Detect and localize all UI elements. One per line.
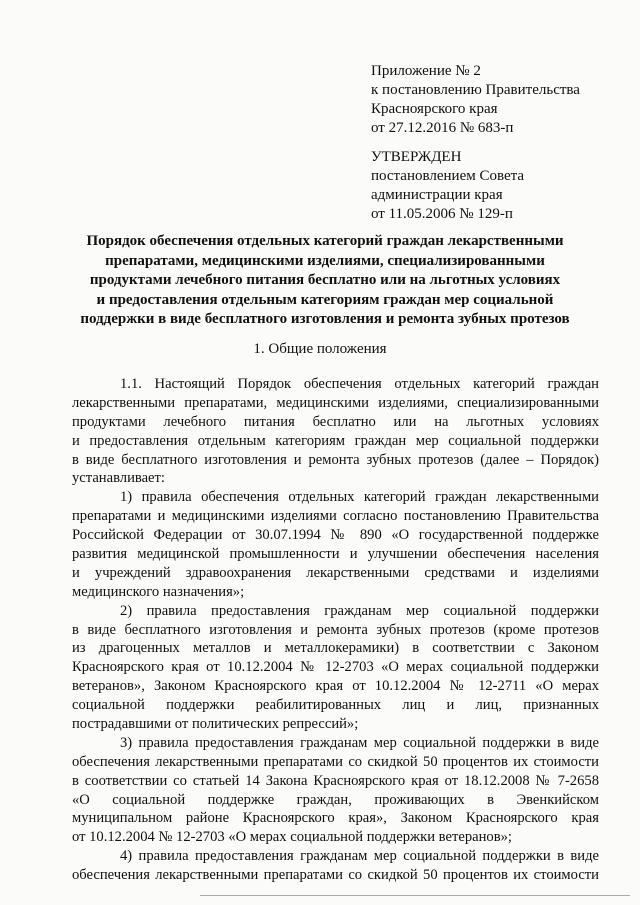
body-line: 1) правила обеспечения отдельных категорий граждан лекарственными: [120, 489, 599, 506]
body-line: пострадавшими от политических репрессий»;: [72, 716, 359, 733]
approved-authority: администрации края: [371, 187, 503, 203]
body-line: в соответствии со статьей 14 Закона Красноярского края от 18.12.2008 № 7-2658: [72, 772, 599, 789]
body-line: лекарственными препаратами, медицинскими изделиями, специализированными: [72, 394, 599, 411]
appendix-header: [371, 62, 580, 138]
body-line: развития медицинской промышленности и улучшении обеспечения населения: [72, 546, 599, 563]
body-line: обеспечения лекарственными препаратами со скидкой 50 процентов их стоимости: [72, 753, 599, 770]
body-line: муниципальном районе Красноярского края», Законом Красноярского края: [72, 810, 599, 827]
body-line: 2) правила предоставления гражданам мер социальной поддержки: [120, 602, 599, 619]
title-line: Порядок обеспечения отдельных категорий граждан лекарственными: [86, 233, 564, 249]
appendix-decree-ref: к постановлению Правительства: [371, 82, 580, 98]
title-line: и предоставления отдельным категориям граждан мер социальной: [96, 291, 554, 308]
appendix-date: от 27.12.2016 № 683-п: [371, 120, 514, 136]
appendix-region: Красноярского края: [371, 101, 498, 117]
approved-header: [371, 148, 524, 224]
document-title: [60, 232, 590, 330]
approved-label: УТВЕРЖДЕН: [371, 149, 462, 165]
body-line: устанавливает:: [72, 470, 165, 487]
body-line: Красноярского края от 10.12.2004 № 12-2703 «О мерах социальной поддержки: [72, 659, 599, 676]
title-line: препаратами, медицинскими изделиями, специализированными: [105, 252, 545, 269]
title-line: поддержки в виде бесплатного изготовления и ремонта зубных протезов: [80, 311, 570, 327]
body-line: и предоставления отдельным категориям граждан мер социальной поддержки: [72, 432, 599, 449]
body-line: социальной поддержки реабилитированных лиц и лиц, признанных: [72, 697, 599, 714]
body-line: Российской Федерации от 30.07.1994 № 890 «О государственной поддержке: [72, 527, 599, 544]
body-line: в виде бесплатного изготовления и ремонта зубных протезов (далее – Порядок): [72, 451, 599, 468]
section-heading: 1. Общие положения: [253, 341, 387, 357]
body-text: [72, 375, 599, 885]
body-line: ветеранов», Законом Красноярского края от 10.12.2004 № 12-2711 «О мерах: [72, 678, 599, 695]
approved-by: постановлением Совета: [371, 168, 525, 184]
body-line: и учреждений здравоохранения лекарственными средствами и изделиями: [72, 564, 599, 581]
appendix-number: Приложение № 2: [371, 63, 481, 79]
body-line: обеспечения лекарственными препаратами со скидкой 50 процентов их стоимости: [72, 867, 599, 884]
body-line: 3) правила предоставления гражданам мер социальной поддержки в виде: [120, 734, 599, 751]
title-line: продуктами лечебного питания бесплатно или на льготных условиях: [89, 272, 561, 288]
body-line: 1.1. Настоящий Порядок обеспечения отдельных категорий граждан: [120, 376, 599, 392]
body-line: продуктами лечебного питания бесплатно или на льготных условиях: [72, 413, 599, 430]
body-line: из драгоценных металлов и металлокерамики) в соответствии с Законом: [72, 640, 599, 657]
body-line: в виде бесплатного изготовления и ремонта зубных протезов (кроме протезов: [72, 621, 599, 638]
body-line: 4) правила предоставления гражданам мер социальной поддержки в виде: [120, 848, 599, 865]
approved-date: от 11.05.2006 № 129-п: [371, 206, 513, 222]
body-line: от 10.12.2004 № 12-2703 «О мерах социальной поддержки ветеранов»;: [72, 829, 512, 846]
page-bottom-rule: [200, 895, 630, 896]
body-line: медицинского назначения»;: [72, 583, 245, 600]
body-line: препаратами и медицинскими изделиями согласно постановлению Правительства: [72, 508, 599, 525]
body-line: «О социальной поддержке граждан, проживающих в Эвенкийском: [72, 791, 599, 808]
